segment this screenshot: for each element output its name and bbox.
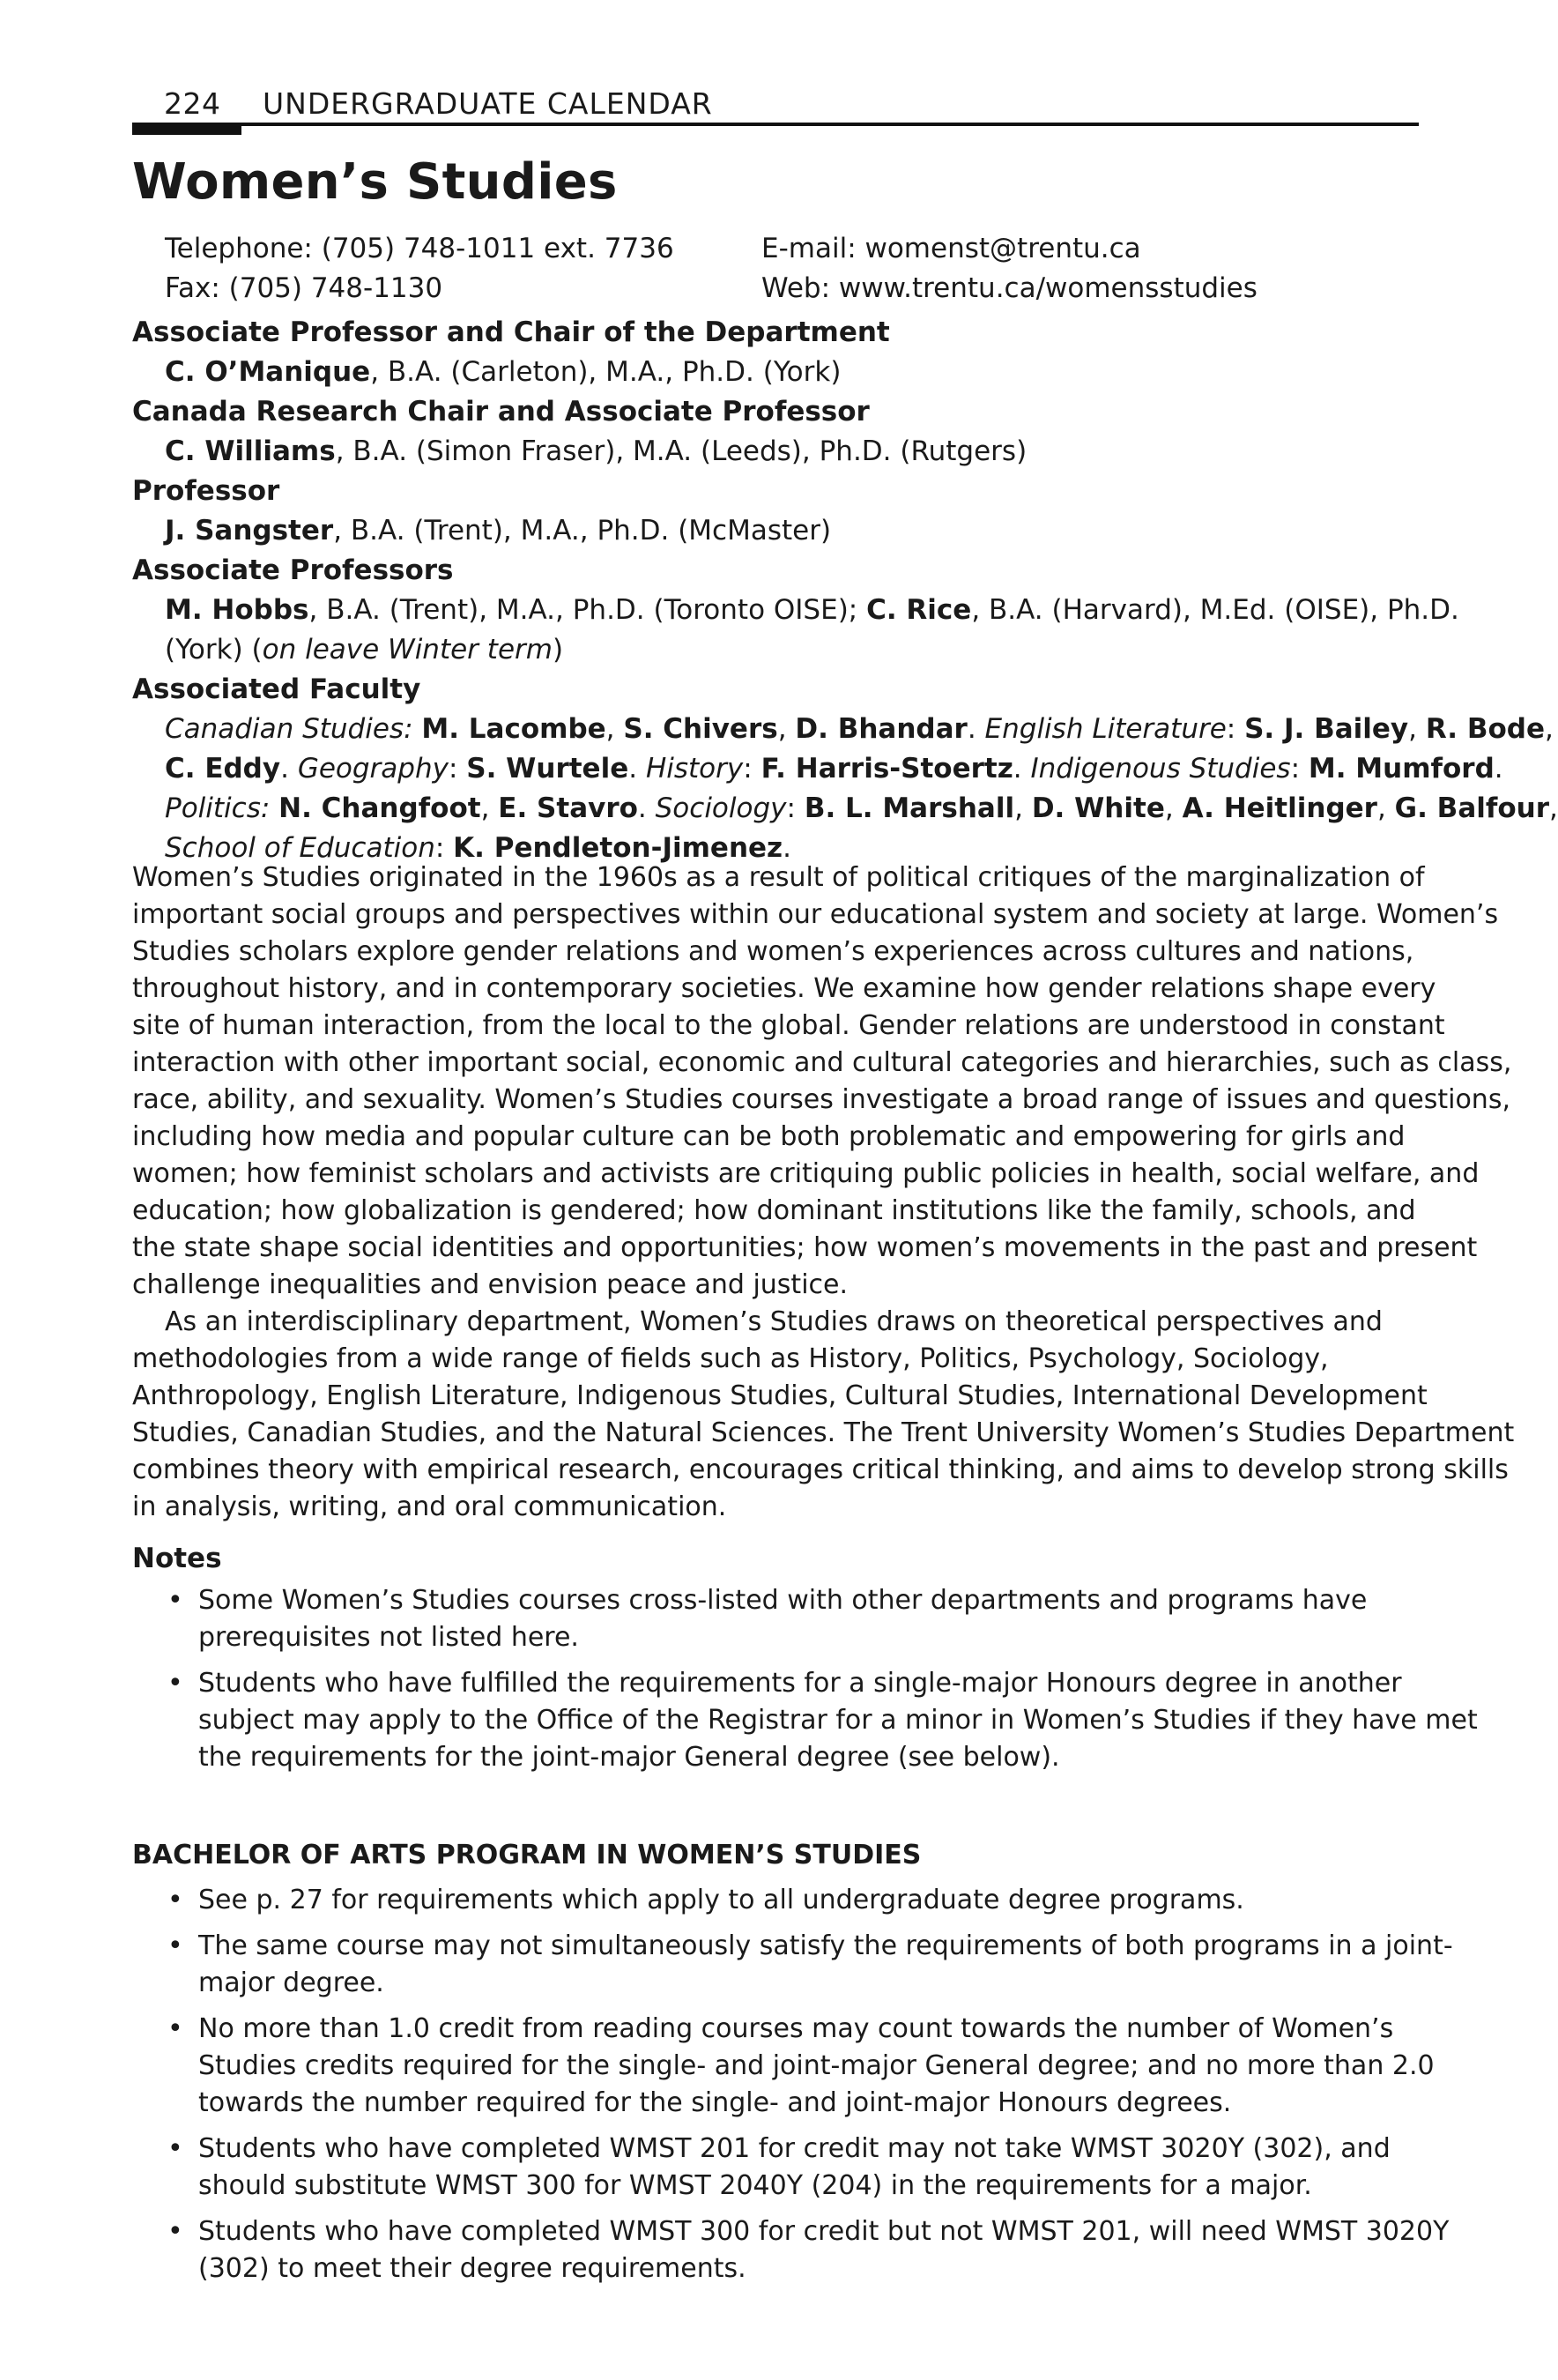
list-item: • See p. 27 for requirements which apply to all undergraduate degree programs. — [132, 1882, 1419, 1919]
bullet-icon: • — [167, 1885, 183, 1915]
list-item: • Students who have completed WMST 201 for credit may not take WMST 3020Y (302), and should substitute WMST 300 for WMST 2040Y (204) in the requirements for a major. — [132, 2131, 1419, 2205]
faculty-entry: (York) (on leave Winter term) — [165, 634, 564, 666]
intro-text — [132, 859, 1515, 1526]
list-item: • The same course may not simultaneously satisfy the requirements of both programs in a joint- major degree. — [132, 1928, 1419, 2002]
role-heading: Canada Research Chair and Associate Professor — [132, 396, 870, 428]
email-link[interactable]: E-mail: womenst@trentu.ca — [761, 233, 1141, 264]
ba-program-heading: BACHELOR OF ARTS PROGRAM IN WOMEN’S STUDIES — [132, 1840, 922, 1871]
running-title: UNDERGRADUATE CALENDAR — [263, 86, 713, 121]
intro-paragraph-2: As an interdisciplinary department, Women’s Studies draws on theoretical perspectives and methodologies from a wide range of fields such as History, Politics, Psychology, Sociology, Anthropology, English Literature, Indigenous Studies, Cultural Studies, International Development Studies, Canadian Studies, and the Natural Sciences. The Trent University Women’s Studies Department combines theory with empirical research, encourages critical thinking, and aims to develop strong skills in analysis, writing, and oral communication. — [132, 1306, 1515, 1522]
faculty-name: C. Williams — [165, 435, 336, 467]
faculty-name: M. Hobbs — [165, 594, 309, 626]
associated-faculty-line: Canadian Studies: M. Lacombe, S. Chivers, D. Bhandar. English Literature: S. J. Bailey, R. Bode, — [165, 713, 1554, 745]
telephone: Telephone: (705) 748-1011 ext. 7736 — [165, 233, 674, 264]
fax: Fax: (705) 748-1130 — [165, 272, 443, 304]
faculty-entry: C. O’Manique, B.A. (Carleton), M.A., Ph.D. (York) — [165, 356, 842, 388]
bullet-icon: • — [167, 1668, 183, 1699]
faculty-entry: C. Williams, B.A. (Simon Fraser), M.A. (Leeds), Ph.D. (Rutgers) — [165, 435, 1028, 467]
role-heading: Associated Faculty — [132, 673, 421, 705]
header-rule — [132, 123, 1419, 126]
associated-faculty-line: School of Education: K. Pendleton-Jimenez. — [165, 832, 791, 864]
list-item: • Students who have fulfilled the requirements for a single-major Honours degree in another subject may apply to the Office of the Registrar for a minor in Women’s Studies if they have met the requirements for the joint-major General degree (see below). — [132, 1665, 1419, 1776]
list-item: • Some Women’s Studies courses cross-listed with other departments and programs have prerequisites not listed here. — [132, 1582, 1419, 1656]
leave-note: on leave Winter term — [262, 634, 553, 666]
notes-heading: Notes — [132, 1543, 222, 1574]
faculty-entry: M. Hobbs, B.A. (Trent), M.A., Ph.D. (Toronto OISE); C. Rice, B.A. (Harvard), M.Ed. (OISE), Ph.D. — [165, 594, 1459, 626]
faculty-name: C. Rice — [866, 594, 972, 626]
faculty-name: J. Sangster — [165, 515, 334, 547]
faculty-entry: J. Sangster, B.A. (Trent), M.A., Ph.D. (McMaster) — [165, 515, 832, 547]
bullet-icon: • — [167, 2216, 183, 2247]
bullet-icon: • — [167, 2013, 183, 2044]
role-heading: Associate Professor and Chair of the Department — [132, 316, 890, 348]
page-title: Women’s Studies — [132, 153, 618, 211]
intro-paragraph: Women’s Studies originated in the 1960s as a result of political critiques of the marginalization of important social groups and perspectives within our educational system and society at large. Women’s Studies scholars explore gender relations and women’s experiences across cultures and nations, throughout history, and in contemporary societies. We examine how gender relations shape every site of human interaction, from the local to the global. Gender relations are understood in constant interaction with other important social, economic and cultural categories and hierarchies, such as class, race, ability, and sexuality. Women’s Studies courses investigate a broad range of issues and questions, including how media and popular culture can be both problematic and empowering for girls and women; how feminist scholars and activists are critiquing public policies in health, social welfare, and education; how globalization is gendered; how dominant institutions like the family, schools, and the state shape social identities and opportunities; how women’s movements in the past and present challenge inequalities and envision peace and justice. — [132, 862, 1512, 1300]
web-link[interactable]: Web: www.trentu.ca/womensstudies — [761, 272, 1258, 304]
role-heading: Associate Professors — [132, 554, 454, 586]
bullet-icon: • — [167, 2133, 183, 2164]
bullet-icon: • — [167, 1585, 183, 1616]
role-heading: Professor — [132, 475, 280, 507]
ba-requirements-list — [132, 1882, 1453, 2296]
bullet-icon: • — [167, 1930, 183, 1961]
associated-faculty-line: Politics: N. Changfoot, E. Stavro. Sociology: B. L. Marshall, D. White, A. Heitlinger, G. Balfour, — [165, 792, 1558, 824]
header-tab-bar — [132, 123, 241, 135]
page-number: 224 — [164, 86, 221, 121]
associated-faculty-line: C. Eddy. Geography: S. Wurtele. History: F. Harris-Stoertz. Indigenous Studies: M. Mumford. — [165, 753, 1503, 785]
contact-block — [165, 229, 1398, 309]
faculty-list — [132, 313, 1558, 868]
list-item: • Students who have completed WMST 300 for credit but not WMST 201, will need WMST 3020Y (302) to meet their degree requirements. — [132, 2213, 1419, 2287]
faculty-name: C. O’Manique — [165, 356, 371, 388]
notes-list — [132, 1582, 1478, 1785]
list-item: • No more than 1.0 credit from reading courses may count towards the number of Women’s Studies credits required for the single- and joint-major General degree; and no more than 2.0 towards the number required for the single- and joint-major Honours degrees. — [132, 2011, 1419, 2122]
running-header — [132, 79, 1419, 132]
